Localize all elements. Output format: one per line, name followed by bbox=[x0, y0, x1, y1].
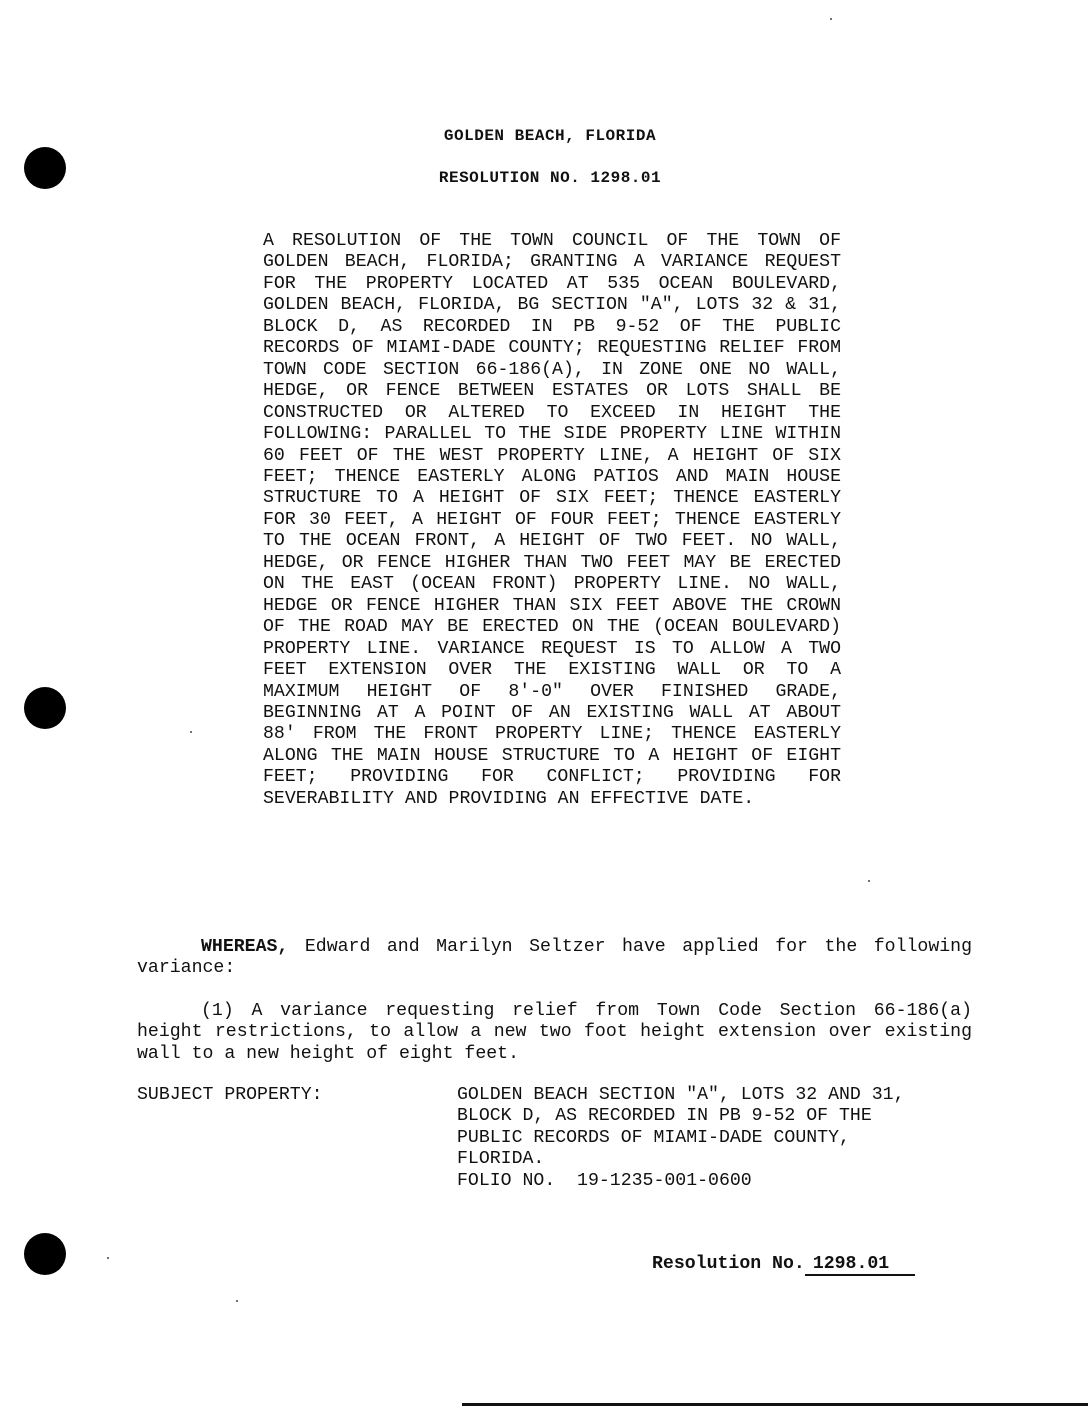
subject-line: BLOCK D, AS RECORDED IN PB 9-52 OF THE bbox=[457, 1106, 872, 1127]
punch-hole-middle bbox=[24, 687, 66, 729]
scan-speck bbox=[868, 880, 870, 882]
municipality-heading: GOLDEN BEACH, FLORIDA bbox=[443, 127, 657, 145]
scan-speck bbox=[190, 731, 192, 733]
punch-hole-bottom bbox=[24, 1233, 66, 1275]
footer-label: Resolution No. bbox=[652, 1254, 805, 1274]
bottom-edge-rule bbox=[462, 1403, 1088, 1406]
scan-speck bbox=[236, 1300, 238, 1302]
folio-line: FOLIO NO. 19-1235-001-0600 bbox=[457, 1170, 752, 1191]
variance-item-text: (1) A variance requesting relief from Town Code Section 66-186(a) height restrictions, to allow a new two foot height extension over existing wall to a new height of eight feet. bbox=[137, 1001, 972, 1064]
whereas-keyword: WHEREAS, bbox=[201, 937, 289, 957]
scan-speck bbox=[830, 18, 832, 20]
subject-property-description bbox=[457, 1085, 977, 1192]
whereas-paragraph bbox=[137, 937, 972, 980]
variance-item-1 bbox=[137, 1001, 972, 1065]
scan-speck bbox=[107, 1257, 109, 1259]
footer-number: 1298.01 bbox=[805, 1254, 915, 1276]
subject-line: FLORIDA. bbox=[457, 1149, 545, 1170]
subject-property-label: SUBJECT PROPERTY: bbox=[137, 1085, 323, 1105]
footer-resolution-number bbox=[652, 1254, 915, 1276]
resolution-synopsis: A RESOLUTION OF THE TOWN COUNCIL OF THE TOWN OF GOLDEN BEACH, FLORIDA; GRANTING A VARIANCE REQUEST FOR THE PROPERTY LOCATED AT 535 OCEAN BOULEVARD, GOLDEN BEACH, FLORIDA, BG SECTION "A", LOTS 32 & 31, BLOCK D, AS RECORDED IN PB 9-52 OF THE PUBLIC RECORDS OF MIAMI-DADE COUNTY; REQUESTING RELIEF FROM TOWN CODE SECTION 66-186(A), IN ZONE ONE NO WALL, HEDGE, OR FENCE BETWEEN ESTATES OR LOTS SHALL BE CONSTRUCTED OR ALTERED TO EXCEED IN HEIGHT THE FOLLOWING: PARALLEL TO THE SIDE PROPERTY LINE WITHIN 60 FEET OF THE WEST PROPERTY LINE, A HEIGHT OF SIX FEET; THENCE EASTERLY ALONG PATIOS AND MAIN HOUSE STRUCTURE TO A HEIGHT OF SIX FEET; THENCE EASTERLY FOR 30 FEET, A HEIGHT OF FOUR FEET; THENCE EASTERLY TO THE OCEAN FRONT, A HEIGHT OF TWO FEET. NO WALL, HEDGE, OR FENCE HIGHER THAN TWO FEET MAY BE ERECTED ON THE EAST (OCEAN FRONT) PROPERTY LINE. NO WALL, HEDGE OR FENCE HIGHER THAN SIX FEET ABOVE THE CROWN OF THE ROAD MAY BE ERECTED ON THE (OCEAN BOULEVARD) PROPERTY LINE. VARIANCE REQUEST IS TO ALLOW A TWO FEET EXTENSION OVER THE EXISTING WALL OR TO A MAXIMUM HEIGHT OF 8'-0" OVER FINISHED GRADE, BEGINNING AT A POINT OF AN EXISTING WALL AT ABOUT 88' FROM THE FRONT PROPERTY LINE; THENCE EASTERLY ALONG THE MAIN HOUSE STRUCTURE TO A HEIGHT OF EIGHT FEET; PROVIDING FOR CONFLICT; PROVIDING FOR SEVERABILITY AND PROVIDING AN EFFECTIVE DATE. bbox=[263, 231, 841, 809]
subject-line: PUBLIC RECORDS OF MIAMI-DADE COUNTY, bbox=[457, 1127, 850, 1148]
resolution-title: RESOLUTION NO. 1298.01 bbox=[438, 169, 662, 187]
subject-line: GOLDEN BEACH SECTION "A", LOTS 32 AND 31, bbox=[457, 1085, 905, 1105]
whereas-text: Edward and Marilyn Seltzer have applied for the following variance: bbox=[137, 937, 972, 979]
